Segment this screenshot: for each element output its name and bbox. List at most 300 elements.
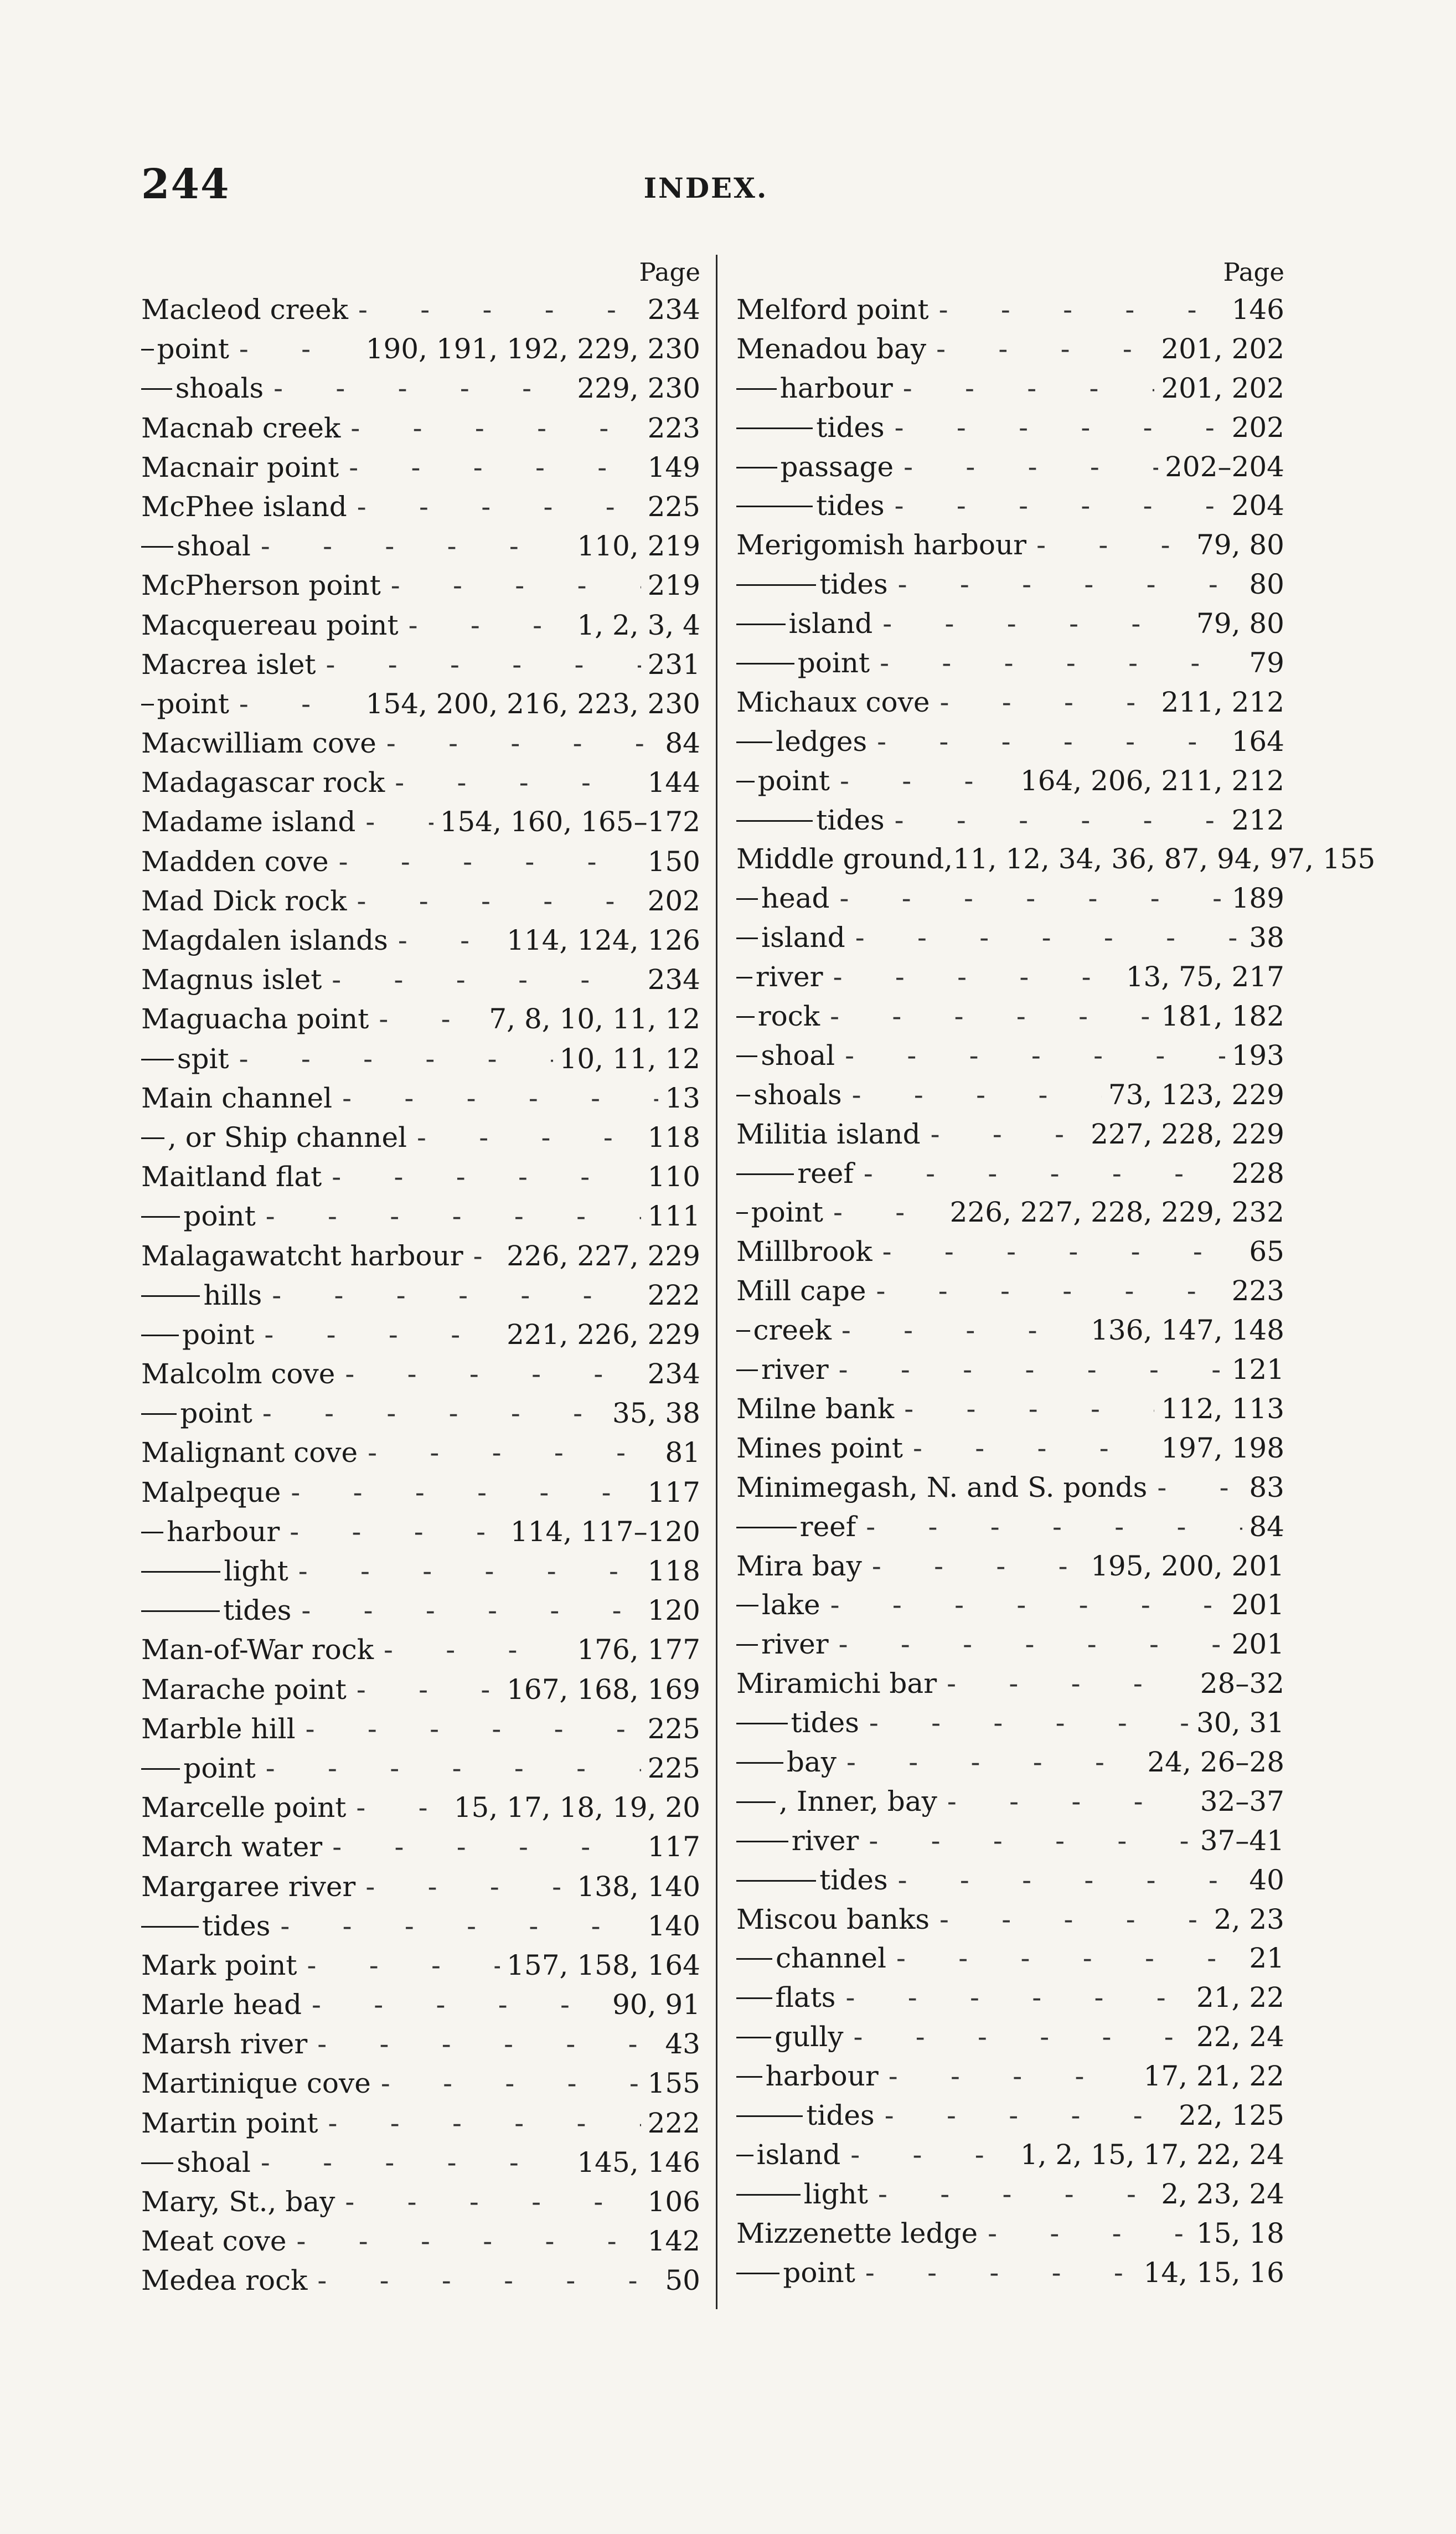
entry-term	[141, 1670, 347, 1709]
ditto-rule	[736, 2194, 801, 2196]
entry-term	[177, 527, 251, 566]
entry-term	[736, 2214, 978, 2253]
ditto-rule	[736, 584, 816, 586]
entry-term	[775, 2017, 843, 2057]
index-entry	[736, 918, 1284, 957]
entry-pages: 79	[1249, 647, 1284, 679]
entry-term	[141, 2064, 371, 2103]
entry-term	[736, 683, 930, 722]
entry-term-text: Malpeque	[141, 1476, 281, 1508]
dot-leader	[886, 1939, 1242, 1978]
dot-leader	[399, 606, 571, 645]
ditto-rule	[736, 977, 752, 978]
index-entry	[736, 839, 1376, 879]
index-entry	[141, 1473, 700, 1512]
dot-leader	[930, 683, 1154, 722]
entry-term	[806, 2096, 874, 2135]
dot-leader	[885, 801, 1225, 840]
entry-term-text: point	[182, 1318, 255, 1351]
entry-term	[141, 1709, 296, 1749]
entry-pages: 222	[647, 2106, 700, 2139]
dot-leader	[893, 369, 1155, 408]
index-entry	[141, 1433, 700, 1472]
entry-term	[168, 1118, 407, 1157]
ditto-rule	[736, 2037, 771, 2038]
entry-pages: 146	[1231, 293, 1284, 326]
entry-term	[792, 1821, 859, 1861]
entry-term	[816, 801, 884, 840]
dot-leader	[264, 369, 570, 408]
entry-pages: 225	[647, 490, 700, 523]
entry-term	[141, 1000, 369, 1039]
index-entry	[141, 329, 700, 369]
column-page-label: Page	[1223, 257, 1284, 287]
ditto-rule	[736, 781, 755, 782]
dot-leader	[463, 1237, 500, 1276]
entry-term	[141, 1827, 322, 1867]
entry-term-text: Malcolm cove	[141, 1358, 335, 1390]
dot-leader	[888, 565, 1243, 604]
entry-pages: 150	[647, 845, 700, 878]
dot-leader	[855, 2253, 1137, 2293]
entry-term	[202, 1907, 270, 1946]
entry-pages: 189	[1231, 882, 1284, 915]
entry-pages: 112, 113	[1161, 1392, 1284, 1425]
dot-leader	[280, 1512, 504, 1552]
entry-term-text: tides	[819, 568, 888, 601]
entry-term	[819, 1861, 887, 1900]
index-entry	[736, 1861, 1284, 1900]
index-entry	[736, 1271, 1284, 1311]
entry-term	[141, 763, 385, 802]
entry-term-text: passage	[780, 450, 894, 483]
entry-pages: 202	[647, 884, 700, 917]
entry-pages: 17, 21, 22	[1143, 2060, 1284, 2093]
entry-pages: 142	[647, 2225, 700, 2258]
index-entry	[141, 487, 700, 527]
entry-pages: 110	[647, 1161, 700, 1193]
entry-term-text: hills	[203, 1279, 262, 1311]
entry-term	[791, 1703, 859, 1743]
entry-term-text: spit	[177, 1042, 229, 1075]
entry-pages: 223	[1231, 1275, 1284, 1307]
entry-pages: 37–41	[1200, 1824, 1284, 1857]
entry-term-text: Michaux cove	[736, 686, 930, 718]
ditto-rule	[141, 1413, 177, 1415]
dot-leader	[256, 1749, 641, 1788]
entry-term	[141, 409, 340, 448]
entry-term	[141, 606, 399, 645]
entry-term	[141, 1867, 355, 1907]
index-entry	[736, 526, 1284, 565]
dot-leader	[930, 1900, 1207, 1939]
entry-term-text: Mill cape	[736, 1275, 866, 1307]
entry-term	[736, 1271, 866, 1311]
entry-term	[141, 448, 339, 487]
entry-term-text: Macquereau point	[141, 609, 399, 641]
entry-pages: 164, 206, 211, 212	[1020, 764, 1284, 797]
dot-leader	[252, 1394, 606, 1433]
entry-term-text: Merigomish harbour	[736, 529, 1027, 562]
entry-term-text: Mines point	[736, 1431, 903, 1464]
entry-pages: 121	[1231, 1353, 1284, 1386]
entry-pages: 176, 177	[577, 1634, 700, 1666]
index-entry	[736, 1429, 1284, 1468]
ditto-rule	[736, 2155, 753, 2156]
entry-pages: 225	[647, 1712, 700, 1745]
entry-term	[141, 724, 376, 763]
ditto-rule	[736, 1212, 748, 1214]
index-entry	[736, 1547, 1284, 1586]
dot-leader	[859, 1703, 1190, 1743]
index-entry	[141, 290, 700, 329]
entry-pages: 204	[1231, 490, 1284, 522]
entry-pages: 2, 23	[1214, 1903, 1284, 1935]
index-entry	[141, 1512, 700, 1552]
dot-leader	[302, 1985, 606, 2025]
index-entry	[141, 645, 700, 684]
entry-term	[141, 1985, 302, 2025]
index-entry	[141, 1591, 700, 1630]
ditto-rule	[736, 741, 772, 743]
entry-term-text: river	[761, 1628, 829, 1661]
dot-leader	[335, 1354, 641, 1394]
entry-term-text: point	[157, 333, 229, 365]
dot-leader	[837, 1743, 1140, 1782]
ditto-rule	[736, 1880, 816, 1882]
dot-leader	[854, 1154, 1225, 1193]
entry-term-text: Madagascar rock	[141, 766, 385, 799]
index-entry	[736, 2017, 1284, 2057]
ditto-rule	[736, 1723, 788, 1724]
dot-leader	[885, 486, 1225, 526]
ditto-rule	[736, 1605, 758, 1606]
index-entry	[736, 1978, 1284, 2017]
entry-term	[141, 1946, 297, 1985]
index-entry	[736, 329, 1284, 369]
index-entry	[736, 408, 1284, 447]
dot-leader	[830, 879, 1225, 918]
ditto-rule	[141, 1059, 174, 1060]
entry-term-text: Man-of-War rock	[141, 1634, 374, 1666]
entry-term-text: Mark point	[141, 1949, 297, 1981]
dot-leader	[859, 1821, 1193, 1861]
ditto-rule	[736, 1055, 757, 1057]
entry-term-text: Maitland flat	[141, 1161, 322, 1193]
dot-leader	[322, 1157, 641, 1197]
entry-term-text: harbour	[779, 372, 893, 404]
dot-leader	[385, 763, 641, 802]
entry-pages: 84	[665, 727, 700, 760]
entry-term-text: river	[791, 1824, 859, 1857]
index-entry	[141, 606, 700, 645]
entry-term	[175, 369, 264, 408]
entry-term	[761, 879, 830, 918]
entry-pages: 202	[1231, 411, 1284, 444]
entry-pages: 219	[647, 569, 700, 602]
entry-pages: 136, 147, 148	[1091, 1314, 1284, 1347]
entry-term-text: Macnair point	[141, 451, 339, 483]
index-entry	[141, 1394, 700, 1433]
index-entry	[736, 1350, 1284, 1389]
dot-leader	[358, 1433, 658, 1472]
entry-pages: 2, 23, 24	[1161, 2177, 1284, 2210]
dot-leader	[1026, 526, 1190, 565]
entry-pages: 90, 91	[612, 1989, 700, 2021]
ditto-rule	[736, 506, 813, 507]
entry-pages: 117	[647, 1476, 700, 1508]
index-entry	[736, 1232, 1284, 1271]
entry-term-text: tides	[819, 1863, 888, 1896]
index-entry	[736, 447, 1284, 487]
ditto-rule	[736, 2273, 779, 2274]
entry-term-text: tides	[816, 490, 885, 522]
entry-term	[756, 957, 823, 997]
entry-term-text: shoal	[761, 1039, 835, 1072]
entry-pages: 234	[647, 293, 700, 326]
ditto-rule	[736, 1016, 755, 1018]
entry-term	[141, 1473, 281, 1512]
index-entry	[141, 1907, 700, 1946]
entry-term-text: Madame island	[141, 806, 356, 838]
entry-term-text: tides	[816, 411, 885, 444]
dot-leader	[856, 1507, 1242, 1547]
entry-term	[141, 1630, 374, 1670]
entry-pages: 43	[665, 2028, 700, 2061]
dot-leader	[407, 1118, 641, 1157]
index-entry	[736, 604, 1284, 643]
entry-term	[141, 960, 322, 1000]
entry-pages: 21	[1249, 1942, 1284, 1975]
entry-term	[787, 1743, 837, 1782]
entry-term	[141, 882, 347, 921]
index-entry	[736, 1821, 1284, 1861]
index-entry	[736, 1585, 1284, 1625]
entry-term	[736, 1468, 1147, 1507]
entry-term-text: harbour	[765, 2060, 879, 2093]
dot-leader	[256, 1197, 641, 1236]
entry-term-text: island	[788, 607, 873, 640]
index-entry	[141, 921, 700, 960]
index-entry	[141, 1000, 700, 1039]
index-entry	[141, 1867, 700, 1907]
index-entry	[141, 842, 700, 882]
entry-term	[783, 2253, 855, 2293]
entry-term-text: , Inner, bay	[779, 1785, 937, 1817]
dot-leader	[903, 1429, 1154, 1468]
entry-term-text: shoal	[177, 2146, 251, 2178]
entry-term	[758, 761, 830, 801]
ditto-rule	[736, 2076, 762, 2078]
dot-leader	[307, 2025, 658, 2064]
dot-leader	[297, 1946, 500, 1985]
dot-leader	[921, 1115, 1084, 1154]
ditto-rule	[141, 1926, 199, 1928]
index-column-left	[141, 255, 700, 2301]
entry-term-text: head	[761, 882, 830, 915]
entry-pages: 155	[647, 2067, 700, 2100]
entry-term	[761, 1036, 835, 1075]
index-entry	[141, 1354, 700, 1394]
entry-term	[736, 1429, 903, 1468]
entry-pages: 40	[1249, 1863, 1284, 1896]
index-entry	[736, 722, 1284, 761]
entry-term-text: Martinique cove	[141, 2067, 371, 2100]
dot-leader	[229, 684, 359, 724]
entry-term	[751, 1193, 823, 1232]
index-entry	[736, 290, 1284, 329]
entry-pages: 7, 8, 10, 11, 12	[489, 1003, 700, 1036]
entry-pages: 222	[647, 1279, 700, 1311]
dot-leader	[926, 329, 1154, 369]
index-entry	[141, 724, 700, 763]
dot-leader	[322, 960, 641, 1000]
index-entry	[736, 1507, 1284, 1547]
entry-pages: 80	[1249, 568, 1284, 601]
entry-pages: 226, 227, 228, 229, 232	[949, 1196, 1284, 1229]
dot-leader	[872, 604, 1190, 643]
index-entry	[141, 684, 700, 724]
dot-leader	[820, 1585, 1225, 1625]
entry-pages: 229, 230	[577, 372, 700, 405]
index-entry	[736, 565, 1284, 604]
entry-pages: 144	[647, 766, 700, 799]
entry-term	[736, 839, 1375, 879]
entry-pages: 13	[665, 1081, 700, 1114]
ditto-rule	[141, 1335, 179, 1336]
entry-pages: 231	[647, 648, 700, 681]
entry-pages: 24, 26–28	[1147, 1745, 1284, 1778]
entry-pages: 65	[1249, 1235, 1284, 1268]
index-entry	[141, 1197, 700, 1236]
dot-leader	[835, 1036, 1225, 1075]
entry-term	[776, 1939, 886, 1978]
index-entry	[736, 1939, 1284, 1978]
index-entry	[736, 2135, 1284, 2175]
entry-term	[183, 1749, 255, 1788]
entry-pages: 114, 124, 126	[507, 924, 700, 956]
entry-pages: 234	[647, 1358, 700, 1390]
entry-pages: 181, 182	[1161, 1000, 1284, 1033]
entry-pages: 157, 158, 164	[507, 1949, 700, 1981]
ditto-rule	[141, 1571, 220, 1573]
entry-pages: 118	[647, 1555, 700, 1587]
dot-leader	[307, 2261, 658, 2300]
entry-term	[141, 2025, 307, 2064]
entry-term	[141, 2104, 318, 2143]
entry-pages: 81	[665, 1436, 700, 1469]
entry-term-text: Macwilliam cove	[141, 727, 376, 760]
index-entry	[141, 1079, 700, 1118]
index-entry	[736, 1036, 1284, 1075]
entry-pages: 14, 15, 16	[1143, 2256, 1284, 2289]
entry-term	[758, 997, 820, 1036]
ditto-rule	[736, 467, 777, 468]
entry-term	[177, 2143, 251, 2182]
entry-term-text: ledges	[776, 725, 868, 758]
entry-term	[780, 369, 893, 408]
ditto-rule	[736, 428, 813, 429]
entry-term	[141, 2222, 287, 2261]
entry-term	[736, 1115, 921, 1154]
entry-pages: 149	[647, 451, 700, 483]
entry-pages: 223	[647, 411, 700, 444]
index-entry	[736, 1075, 1284, 1115]
entry-pages: 28–32	[1200, 1667, 1284, 1700]
ditto-rule	[736, 663, 794, 665]
index-entry	[736, 2253, 1284, 2293]
ditto-rule	[736, 1801, 776, 1803]
entry-term	[180, 1394, 252, 1433]
ditto-rule	[736, 820, 813, 822]
entry-pages: 197, 198	[1161, 1431, 1284, 1464]
entry-term-text: river	[761, 1353, 829, 1386]
entry-pages: 145, 146	[577, 2146, 700, 2178]
entry-pages: 226, 227, 229	[507, 1239, 700, 1272]
entry-term	[157, 684, 229, 724]
index-entry	[141, 1946, 700, 1985]
page-title: INDEX.	[643, 172, 768, 204]
entry-term	[789, 604, 873, 643]
ditto-rule	[141, 1610, 220, 1612]
entry-term	[797, 1154, 854, 1193]
entry-term-text: shoals	[175, 372, 264, 405]
dot-leader	[347, 487, 641, 527]
entry-term	[141, 1157, 322, 1197]
entry-pages: 212	[1231, 804, 1284, 836]
entry-term-text: tides	[806, 2099, 875, 2131]
index-entry	[736, 997, 1284, 1036]
entry-term-text: , or Ship channel	[168, 1121, 407, 1153]
dot-leader	[842, 1075, 1102, 1115]
entry-term-text: Militia island	[736, 1117, 921, 1150]
page-header	[141, 161, 1271, 227]
entry-term	[141, 842, 329, 882]
entry-pages: 234	[647, 964, 700, 996]
entry-term-text: bay	[786, 1745, 837, 1778]
entry-pages: 21, 22	[1196, 1981, 1284, 2014]
dot-leader	[296, 1709, 641, 1749]
dot-leader	[287, 2222, 641, 2261]
ditto-rule	[736, 624, 786, 625]
index-entry	[141, 409, 700, 448]
column-page-label: Page	[639, 257, 700, 287]
entry-pages: 225	[647, 1752, 700, 1784]
dot-leader	[885, 408, 1225, 447]
index-entry	[141, 1670, 700, 1709]
index-entry	[141, 2025, 700, 2064]
entry-term	[736, 1664, 937, 1703]
dot-leader	[830, 761, 1014, 801]
entry-pages: 13, 75, 217	[1125, 961, 1284, 993]
index-entry	[141, 369, 700, 408]
dot-leader	[332, 1079, 658, 1118]
dot-leader	[291, 1591, 641, 1630]
entry-pages: 167, 168, 169	[507, 1673, 700, 1706]
entry-term-text: point	[757, 764, 830, 797]
dot-leader	[862, 1547, 1084, 1586]
index-entry	[141, 882, 700, 921]
entry-term	[781, 447, 894, 487]
entry-term-text: McPhee island	[141, 490, 347, 523]
entry-pages: 164	[1231, 725, 1284, 758]
index-entry	[736, 957, 1284, 997]
entry-pages: 140	[647, 1909, 700, 1942]
dot-leader	[868, 2175, 1154, 2214]
entry-pages: 110, 219	[577, 530, 700, 563]
index-entry	[141, 2222, 700, 2261]
index-entry	[141, 1276, 700, 1315]
